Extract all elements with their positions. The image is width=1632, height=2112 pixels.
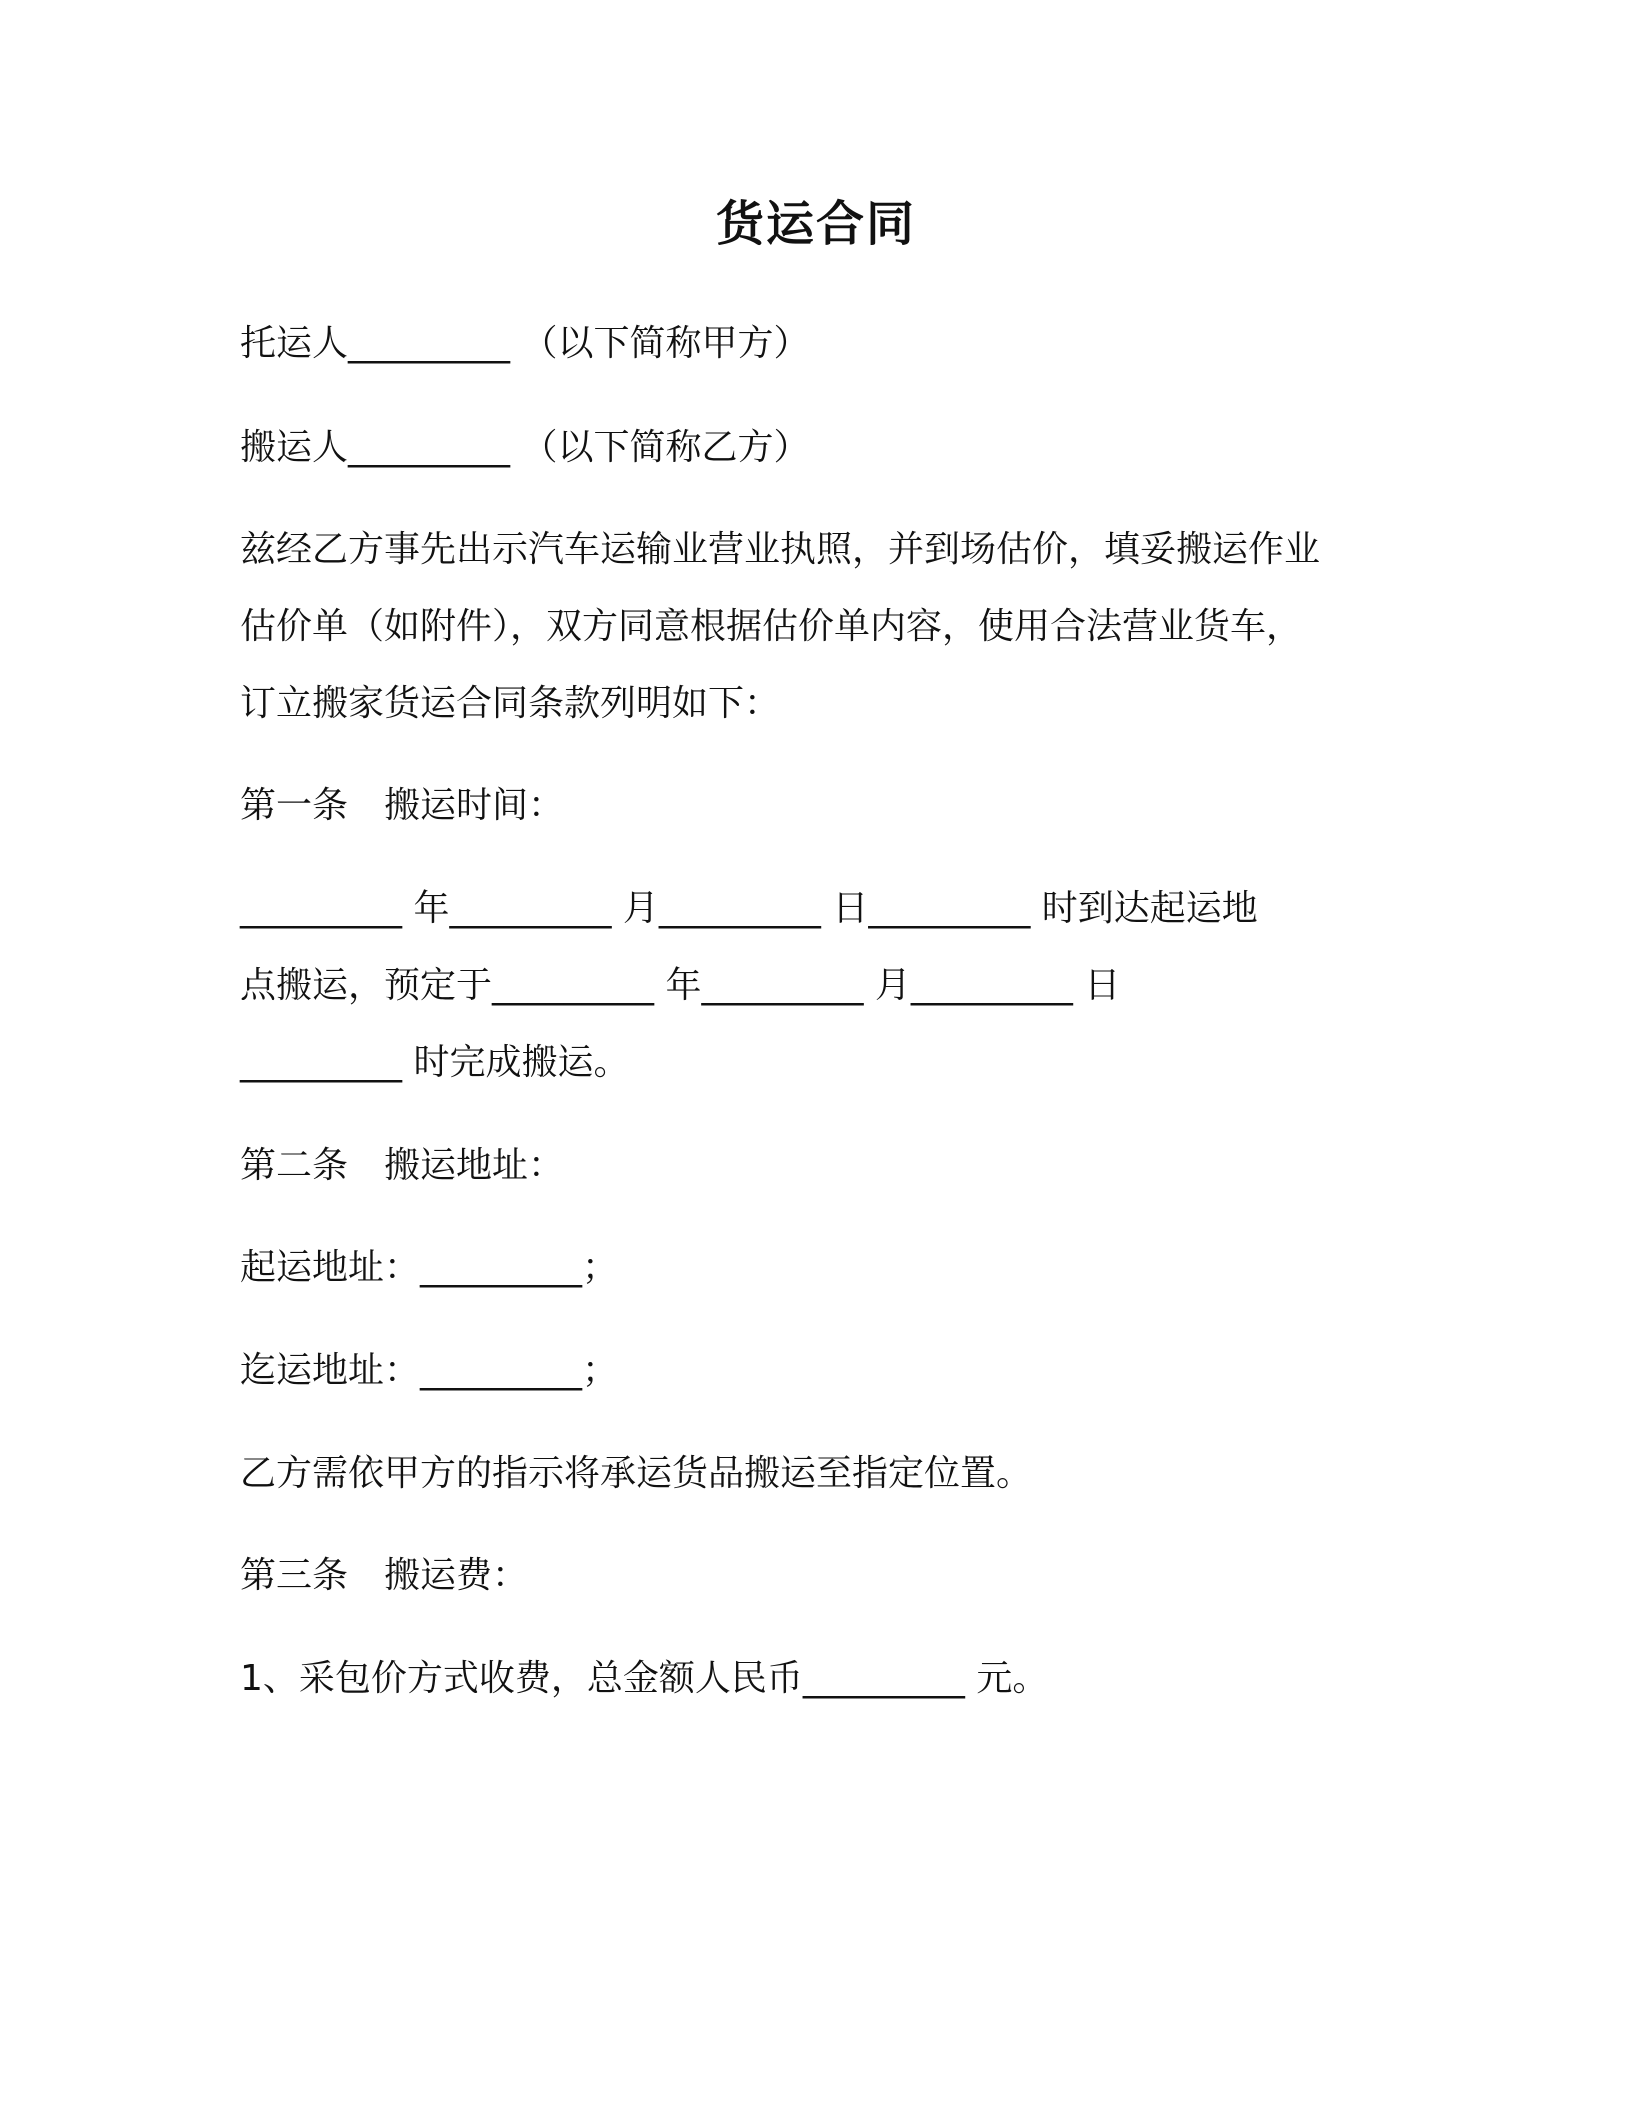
article-1-line-2: 点搬运，预定于_________ 年_________ 月_________ 日 <box>240 965 1121 1006</box>
article-3-item-1: 1、采包价方式收费，总金额人民币_________ 元。 <box>240 1658 1049 1699</box>
origin-address-line: 起运地址：_________； <box>240 1247 619 1288</box>
line-preamble-3: 订立搬家货运合同条款列明如下： <box>240 683 781 724</box>
destination-address-line: 迄运地址：_________； <box>240 1350 619 1391</box>
article-2-heading: 第二条 搬运地址： <box>240 1145 565 1186</box>
line-carrier: 搬运人_________ （以下简称乙方） <box>240 427 810 468</box>
article-2-instruction: 乙方需依甲方的指示将承运货品搬运至指定位置。 <box>240 1453 1033 1494</box>
document-title: 货运合同 <box>715 196 916 252</box>
article-3-heading: 第三条 搬运费： <box>240 1555 529 1596</box>
line-consignor: 托运人_________ （以下简称甲方） <box>240 323 810 364</box>
article-1-heading: 第一条 搬运时间： <box>240 785 565 826</box>
line-preamble-2: 估价单（如附件），双方同意根据估价单内容，使用合法营业货车， <box>240 606 1303 647</box>
article-1-line-3: _________ 时完成搬运。 <box>240 1042 630 1083</box>
line-preamble-1: 兹经乙方事先出示汽车运输业营业执照，并到场估价，填妥搬运作业 <box>240 529 1321 570</box>
article-1-line-1: _________ 年_________ 月_________ 日_________ 时到达起运地 <box>240 888 1258 929</box>
